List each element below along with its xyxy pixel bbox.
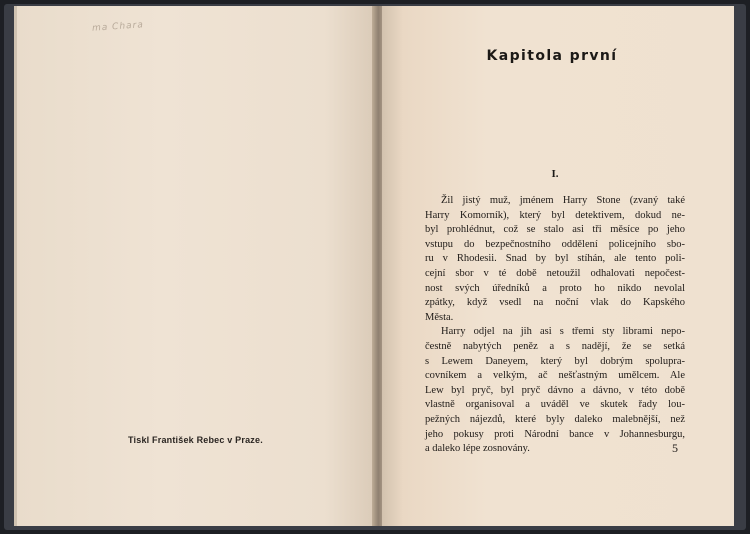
pencil-note: ma Chara [91, 20, 145, 34]
text-line: čestně nabytých peněz a s nadějí, že se setká [425, 340, 685, 352]
text-line: Města. [425, 311, 454, 323]
chapter-body-text [425, 194, 685, 457]
text-line: Žil jistý muž, jménem Harry Stone (zvaný také [441, 195, 685, 206]
text-line: Lew byl pryč, byl pryč dávno a dávno, v této době [425, 384, 685, 396]
text-line: Harry odjel na jih asi s třemi sty librami nepo- [441, 326, 685, 338]
text-line: ru v Rhodesii. Snad by byl stíhán, ale tento poli- [425, 253, 685, 265]
text-line: byl prohlédnut, což se stalo asi tři měsíce po jeho [425, 224, 685, 236]
text-line: jeho pokusy proti Národní bance v Johannesburgu, [425, 428, 685, 440]
text-line: cejní sbor v té době netoužil odhalovati nepočest- [425, 267, 685, 279]
printer-imprint: Tiskl František Rebec v Praze. [128, 435, 263, 445]
paragraph-1 [425, 194, 685, 325]
text-line: covníkem a velkým, ač nešťastným umělcem. Ale [425, 370, 685, 382]
paragraph-2 [425, 325, 685, 456]
text-line: s Lewem Daneyem, který byl dobrým spolupra- [425, 355, 685, 367]
text-line: nost svých úředníků a proto ho nikdo nevolal [425, 282, 685, 294]
text-line: zpátky, když vsedl na noční vlak do Kapského [425, 297, 685, 309]
text-line: pežných nájezdů, které byly daleko malebnější, než [425, 413, 685, 425]
text-line: vstupu do bezpečnostního oddělení policejního sbo- [425, 238, 685, 250]
left-page [14, 6, 379, 526]
text-line: a daleko lépe zosnovány. [425, 443, 530, 455]
chapter-title: Kapitola první [486, 48, 618, 64]
section-number: I. [551, 168, 559, 180]
text-line: vlastně organisoval a uváděl ve skutek řady lou- [425, 399, 685, 411]
text-line: Harry Komorník), který byl detektivem, dokud ne- [425, 209, 685, 221]
page-number: 5 [672, 441, 678, 455]
